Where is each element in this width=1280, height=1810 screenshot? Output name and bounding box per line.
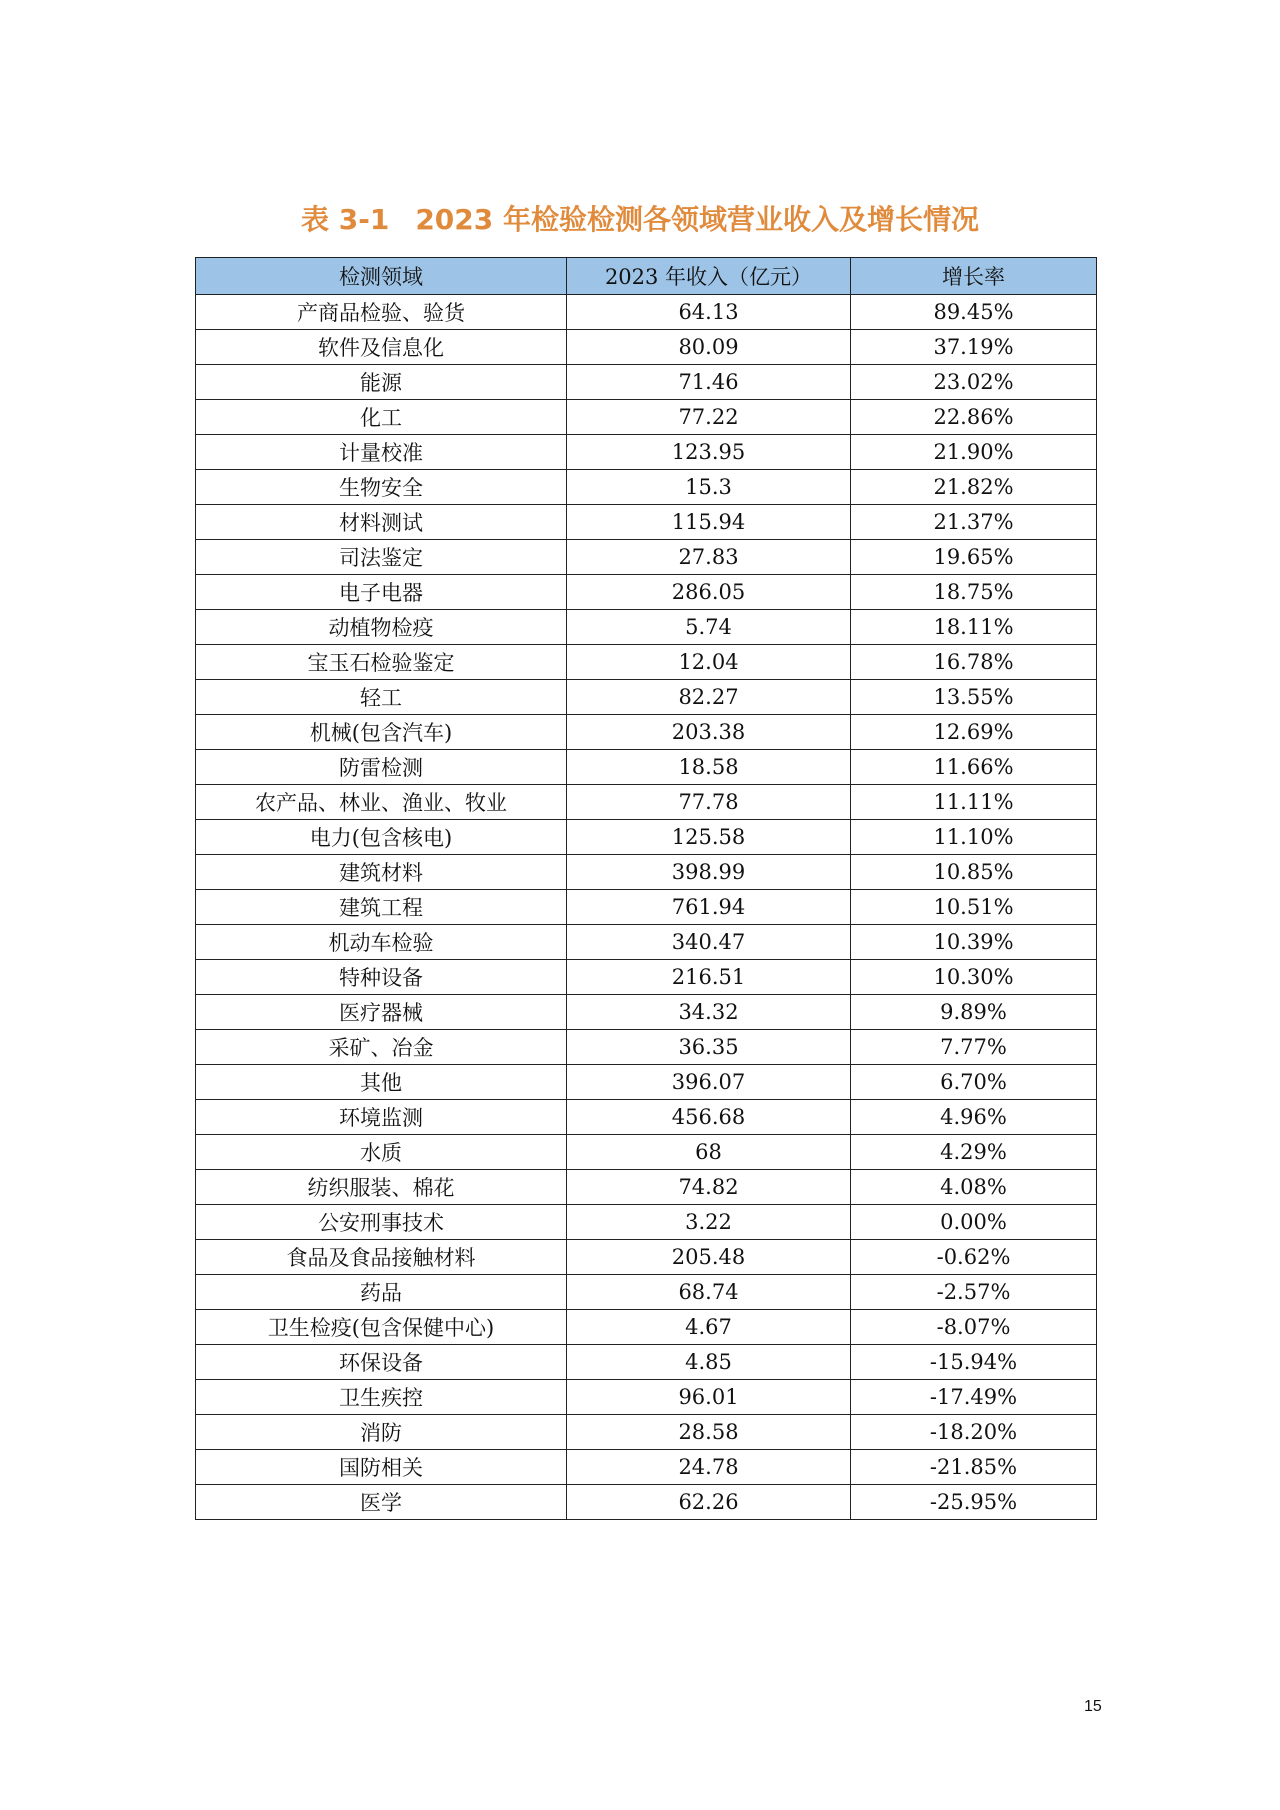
table-row — [196, 295, 1097, 330]
table-row — [196, 750, 1097, 785]
table-header — [196, 258, 1097, 295]
cell-field: 材料测试 — [196, 505, 567, 540]
cell-growth: 12.69% — [851, 715, 1097, 750]
cell-field: 电子电器 — [196, 575, 567, 610]
table-row — [196, 680, 1097, 715]
cell-field: 轻工 — [196, 680, 567, 715]
table-row — [196, 610, 1097, 645]
table-row — [196, 365, 1097, 400]
table-row — [196, 855, 1097, 890]
cell-growth: -2.57% — [851, 1275, 1097, 1310]
cell-field: 卫生检疫(包含保健中心) — [196, 1310, 567, 1345]
cell-revenue: 64.13 — [567, 295, 851, 330]
table-row — [196, 820, 1097, 855]
cell-field: 其他 — [196, 1065, 567, 1100]
table-row — [196, 1030, 1097, 1065]
table-row — [196, 1135, 1097, 1170]
table-row — [196, 715, 1097, 750]
cell-revenue: 3.22 — [567, 1205, 851, 1240]
cell-field: 医疗器械 — [196, 995, 567, 1030]
table-row — [196, 1240, 1097, 1275]
cell-field: 水质 — [196, 1135, 567, 1170]
cell-revenue: 5.74 — [567, 610, 851, 645]
table-row — [196, 1415, 1097, 1450]
cell-field: 纺织服装、棉花 — [196, 1170, 567, 1205]
cell-revenue: 24.78 — [567, 1450, 851, 1485]
cell-growth: 21.82% — [851, 470, 1097, 505]
caption-label: 表 3-1 — [300, 203, 390, 236]
cell-revenue: 36.35 — [567, 1030, 851, 1065]
cell-growth: 18.11% — [851, 610, 1097, 645]
cell-field: 建筑工程 — [196, 890, 567, 925]
cell-revenue: 68.74 — [567, 1275, 851, 1310]
table-row — [196, 645, 1097, 680]
cell-growth: 4.29% — [851, 1135, 1097, 1170]
table-row — [196, 925, 1097, 960]
cell-revenue: 286.05 — [567, 575, 851, 610]
header-field: 检测领域 — [196, 258, 567, 295]
cell-revenue: 761.94 — [567, 890, 851, 925]
table-row — [196, 960, 1097, 995]
cell-field: 动植物检疫 — [196, 610, 567, 645]
table-row — [196, 400, 1097, 435]
cell-growth: 21.37% — [851, 505, 1097, 540]
cell-field: 司法鉴定 — [196, 540, 567, 575]
cell-growth: -25.95% — [851, 1485, 1097, 1520]
cell-growth: 11.10% — [851, 820, 1097, 855]
cell-revenue: 80.09 — [567, 330, 851, 365]
cell-growth: 18.75% — [851, 575, 1097, 610]
cell-growth: 7.77% — [851, 1030, 1097, 1065]
cell-revenue: 398.99 — [567, 855, 851, 890]
cell-field: 宝玉石检验鉴定 — [196, 645, 567, 680]
cell-field: 建筑材料 — [196, 855, 567, 890]
header-revenue: 2023 年收入（亿元） — [567, 258, 851, 295]
table-row — [196, 890, 1097, 925]
cell-growth: -17.49% — [851, 1380, 1097, 1415]
cell-revenue: 77.22 — [567, 400, 851, 435]
cell-revenue: 18.58 — [567, 750, 851, 785]
cell-revenue: 115.94 — [567, 505, 851, 540]
cell-revenue: 71.46 — [567, 365, 851, 400]
cell-growth: 11.66% — [851, 750, 1097, 785]
cell-revenue: 216.51 — [567, 960, 851, 995]
cell-revenue: 68 — [567, 1135, 851, 1170]
table-row — [196, 1100, 1097, 1135]
cell-revenue: 34.32 — [567, 995, 851, 1030]
header-row — [196, 258, 1097, 295]
cell-field: 环保设备 — [196, 1345, 567, 1380]
cell-growth: 19.65% — [851, 540, 1097, 575]
cell-growth: 10.30% — [851, 960, 1097, 995]
table-row — [196, 995, 1097, 1030]
cell-growth: 4.96% — [851, 1100, 1097, 1135]
cell-field: 能源 — [196, 365, 567, 400]
table-row — [196, 1205, 1097, 1240]
cell-field: 公安刑事技术 — [196, 1205, 567, 1240]
cell-revenue: 396.07 — [567, 1065, 851, 1100]
cell-field: 生物安全 — [196, 470, 567, 505]
cell-growth: 4.08% — [851, 1170, 1097, 1205]
cell-growth: 10.85% — [851, 855, 1097, 890]
table-row — [196, 540, 1097, 575]
cell-field: 环境监测 — [196, 1100, 567, 1135]
cell-field: 药品 — [196, 1275, 567, 1310]
cell-growth: 10.39% — [851, 925, 1097, 960]
cell-growth: 9.89% — [851, 995, 1097, 1030]
cell-growth: 22.86% — [851, 400, 1097, 435]
table-row — [196, 470, 1097, 505]
header-growth: 增长率 — [851, 258, 1097, 295]
table-caption — [0, 198, 1280, 238]
cell-growth: 11.11% — [851, 785, 1097, 820]
cell-field: 计量校准 — [196, 435, 567, 470]
table-row — [196, 1065, 1097, 1100]
cell-revenue: 456.68 — [567, 1100, 851, 1135]
cell-revenue: 15.3 — [567, 470, 851, 505]
cell-revenue: 28.58 — [567, 1415, 851, 1450]
cell-revenue: 62.26 — [567, 1485, 851, 1520]
table-row — [196, 330, 1097, 365]
caption-title: 2023 年检验检测各领域营业收入及增长情况 — [415, 203, 980, 236]
table-row — [196, 1380, 1097, 1415]
table-row — [196, 505, 1097, 540]
cell-growth: 0.00% — [851, 1205, 1097, 1240]
cell-revenue: 12.04 — [567, 645, 851, 680]
table-row — [196, 1170, 1097, 1205]
cell-revenue: 125.58 — [567, 820, 851, 855]
table-row — [196, 1485, 1097, 1520]
cell-field: 采矿、冶金 — [196, 1030, 567, 1065]
cell-growth: 10.51% — [851, 890, 1097, 925]
page-number: 15 — [1084, 1698, 1102, 1715]
cell-growth: -21.85% — [851, 1450, 1097, 1485]
cell-revenue: 123.95 — [567, 435, 851, 470]
table-row — [196, 1310, 1097, 1345]
cell-field: 国防相关 — [196, 1450, 567, 1485]
cell-revenue: 4.85 — [567, 1345, 851, 1380]
cell-revenue: 74.82 — [567, 1170, 851, 1205]
cell-revenue: 203.38 — [567, 715, 851, 750]
cell-field: 特种设备 — [196, 960, 567, 995]
cell-field: 电力(包含核电) — [196, 820, 567, 855]
cell-revenue: 77.78 — [567, 785, 851, 820]
table-row — [196, 1275, 1097, 1310]
table-row — [196, 1450, 1097, 1485]
cell-field: 化工 — [196, 400, 567, 435]
cell-growth: 89.45% — [851, 295, 1097, 330]
cell-growth: -8.07% — [851, 1310, 1097, 1345]
cell-revenue: 205.48 — [567, 1240, 851, 1275]
cell-growth: -0.62% — [851, 1240, 1097, 1275]
cell-revenue: 27.83 — [567, 540, 851, 575]
cell-growth: 23.02% — [851, 365, 1097, 400]
table-row — [196, 435, 1097, 470]
cell-field: 机械(包含汽车) — [196, 715, 567, 750]
cell-field: 防雷检测 — [196, 750, 567, 785]
cell-field: 产商品检验、验货 — [196, 295, 567, 330]
cell-field: 机动车检验 — [196, 925, 567, 960]
table-row — [196, 785, 1097, 820]
cell-growth: -18.20% — [851, 1415, 1097, 1450]
cell-field: 卫生疾控 — [196, 1380, 567, 1415]
cell-growth: 16.78% — [851, 645, 1097, 680]
cell-growth: -15.94% — [851, 1345, 1097, 1380]
table-row — [196, 1345, 1097, 1380]
cell-growth: 6.70% — [851, 1065, 1097, 1100]
cell-growth: 21.90% — [851, 435, 1097, 470]
cell-revenue: 82.27 — [567, 680, 851, 715]
cell-field: 医学 — [196, 1485, 567, 1520]
table-body — [196, 295, 1097, 1520]
cell-growth: 37.19% — [851, 330, 1097, 365]
cell-field: 农产品、林业、渔业、牧业 — [196, 785, 567, 820]
cell-field: 食品及食品接触材料 — [196, 1240, 567, 1275]
cell-revenue: 340.47 — [567, 925, 851, 960]
cell-revenue: 96.01 — [567, 1380, 851, 1415]
cell-growth: 13.55% — [851, 680, 1097, 715]
revenue-table — [195, 257, 1097, 1520]
cell-revenue: 4.67 — [567, 1310, 851, 1345]
cell-field: 软件及信息化 — [196, 330, 567, 365]
table-row — [196, 575, 1097, 610]
cell-field: 消防 — [196, 1415, 567, 1450]
